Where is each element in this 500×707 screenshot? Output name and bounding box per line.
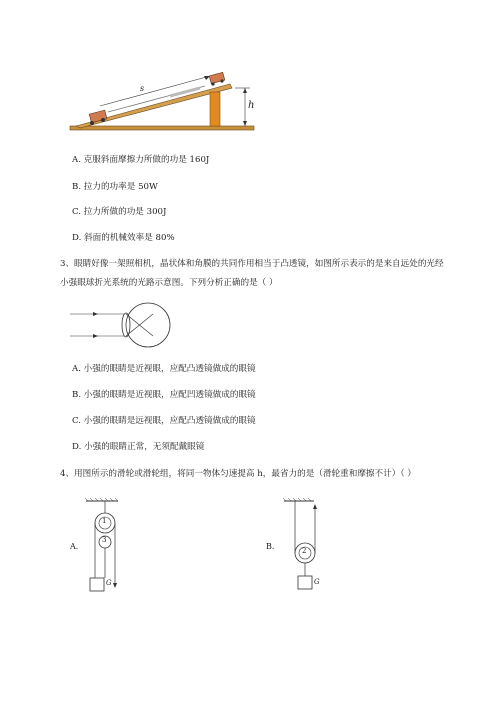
q4-figure-b [264,498,354,598]
q4-fig-a-letter: A. [70,542,79,551]
incline-label-h: h [248,100,255,111]
q2-option-d: D. 斜面的机械效率是 80% [72,233,175,243]
q3-option-c: C. 小强的眼睛是远视眼，应配凸透镜做成的眼镜 [72,416,256,426]
pulley-a-diagram [68,498,158,598]
q4-fig-a-pulley-bottom: 3 [102,536,107,544]
q3-option-d: D. 小强的眼睛正常，无须配戴眼镜 [72,442,205,452]
q3-stem [60,255,470,293]
q3-stem-line1: 3、眼睛好像一架照相机，晶状体和角膜的共同作用相当于凸透镜，如图所示表示的是来自远处的光经 [60,259,444,269]
q4-fig-b-weight: G [314,578,320,586]
incline-label-s: s [140,84,145,93]
q2-option-c: C. 拉力所做的功是 300J [72,207,167,217]
q4-figure-a [68,498,158,598]
q2-option-b: B. 拉力的功率是 50W [72,182,158,192]
q2-option-a: A. 克服斜面摩擦力所做的功是 160J [72,155,210,165]
q4-fig-a-pulley-top: 1 [102,517,107,525]
q4-fig-b-letter: B. [266,542,275,551]
q4-fig-a-weight: G [106,579,112,587]
pulley-b-diagram [264,498,354,598]
incline-figure [70,68,260,138]
eye-figure [68,300,178,350]
q3-option-b: B. 小强的眼睛是近视眼，应配凹透镜做成的眼镜 [72,390,256,400]
q3-stem-line2: 小强眼球折光系统的光路示意图。下列分析正确的是（ ） [60,278,278,288]
incline-diagram [70,68,260,138]
q3-option-a: A. 小强的眼睛是近视眼，应配凸透镜做成的眼镜 [72,364,256,374]
q4-fig-b-pulley: 2 [302,547,307,555]
eye-diagram [68,300,178,350]
q4-stem: 4、用图所示的滑轮或滑轮组，将同一物体匀速提高 h，最省力的是（滑轮重和摩擦不计）（ ） [60,469,416,479]
